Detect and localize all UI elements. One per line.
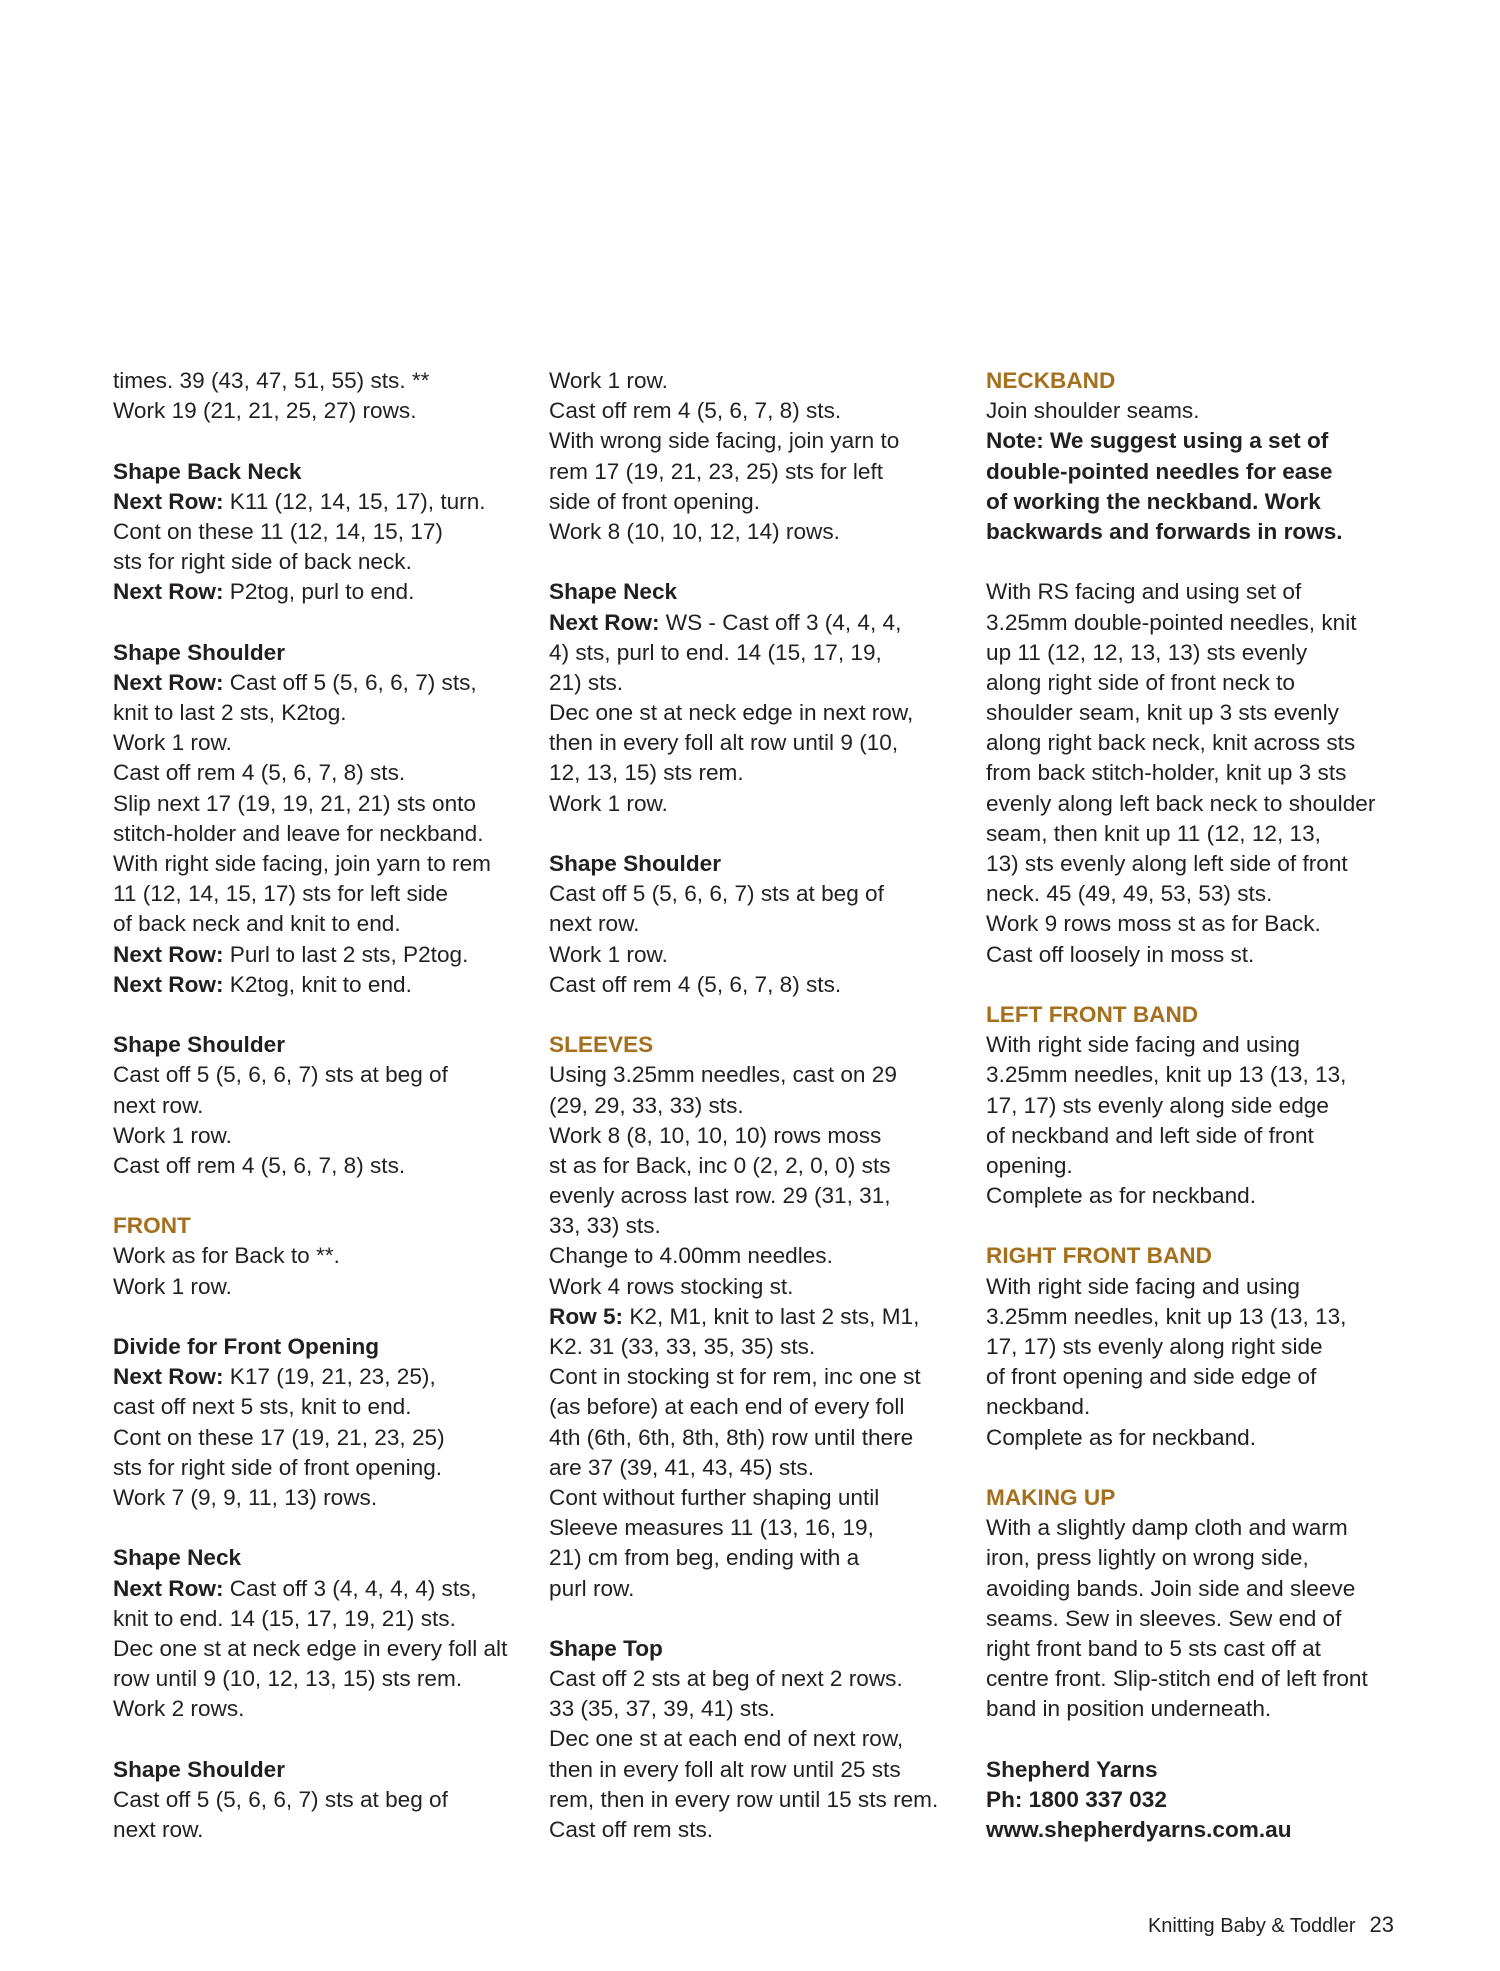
instruction-line: along right back neck, knit across sts — [986, 730, 1356, 756]
blank-line — [986, 1724, 1406, 1754]
instruction-line: Work 7 (9, 9, 11, 13) rows. — [113, 1484, 378, 1510]
instruction-line: iron, press lightly on wrong side, — [986, 1545, 1309, 1571]
instruction-line: 12, 13, 15) sts rem. — [549, 760, 744, 786]
blank-line — [113, 1513, 533, 1543]
instruction-line: evenly along left back neck to shoulder — [986, 790, 1376, 816]
instruction-line — [113, 970, 533, 1000]
blank-line — [113, 608, 533, 638]
instruction-line: are 37 (39, 41, 43, 45) sts. — [549, 1454, 815, 1480]
instruction-text: K17 (19, 21, 23, 25), — [223, 1364, 436, 1390]
instruction-line — [113, 668, 533, 698]
instruction-text: K2, M1, knit to last 2 sts, M1, — [623, 1303, 920, 1329]
subheading: Shape Neck — [113, 1545, 242, 1571]
pattern-column-3 — [986, 366, 1406, 1845]
instruction-line: shoulder seam, knit up 3 sts evenly — [986, 700, 1339, 726]
row-label: Next Row: — [113, 941, 224, 967]
instruction-line: Work 8 (10, 10, 12, 14) rows. — [549, 518, 840, 544]
instruction-line: band in position underneath. — [986, 1696, 1272, 1722]
instruction-line — [113, 1574, 533, 1604]
instruction-text: Purl to last 2 sts, P2tog. — [223, 941, 469, 967]
instruction-line: Cont on these 11 (12, 14, 15, 17) — [113, 518, 443, 544]
instruction-line: knit to last 2 sts, K2tog. — [113, 700, 347, 726]
instruction-line: K2. 31 (33, 33, 35, 35) sts. — [549, 1334, 816, 1359]
subheading: Note: We suggest using a set of — [986, 428, 1329, 454]
instruction-line: Dec one st at neck edge in next row, — [549, 700, 914, 726]
instruction-line: 21) sts. — [549, 669, 624, 695]
subheading: www.shepherdyarns.com.au — [986, 1817, 1292, 1842]
instruction-line: then in every foll alt row until 9 (10, — [549, 730, 899, 756]
instruction-line: Work 1 row. — [549, 368, 668, 393]
instruction-line: 3.25mm double-pointed needles, knit — [986, 609, 1357, 635]
instruction-line: knit to end. 14 (15, 17, 19, 21) sts. — [113, 1605, 456, 1631]
instruction-line — [113, 487, 533, 517]
instruction-line: Using 3.25mm needles, cast on 29 — [549, 1062, 897, 1088]
instruction-line: 4th (6th, 6th, 8th, 8th) row until there — [549, 1424, 914, 1450]
instruction-text: WS - Cast off 3 (4, 4, 4, — [659, 609, 902, 635]
instruction-line: (29, 29, 33, 33) sts. — [549, 1092, 744, 1118]
instruction-line — [549, 608, 969, 638]
subheading: Shape Neck — [549, 579, 678, 605]
instruction-line: Work 19 (21, 21, 25, 27) rows. — [113, 398, 417, 424]
instruction-line: 33, 33) sts. — [549, 1213, 661, 1239]
section-heading: NECKBAND — [986, 368, 1116, 393]
instruction-line: next row. — [549, 911, 640, 937]
blank-line — [549, 1604, 969, 1634]
instruction-line: evenly across last row. 29 (31, 31, — [549, 1183, 891, 1209]
row-label: Next Row: — [113, 971, 224, 997]
instruction-line: sts for right side of back neck. — [113, 549, 412, 575]
instruction-line: With right side facing and using — [986, 1032, 1300, 1058]
instruction-line: 3.25mm needles, knit up 13 (13, 13, — [986, 1062, 1347, 1088]
instruction-line: Cast off 5 (5, 6, 6, 7) sts at beg of — [113, 1786, 448, 1812]
pattern-column-1 — [113, 366, 533, 1845]
instruction-line: seams. Sew in sleeves. Sew end of — [986, 1605, 1342, 1631]
instruction-line: next row. — [113, 1817, 204, 1842]
instruction-line — [113, 940, 533, 970]
instruction-line — [113, 1362, 533, 1392]
instruction-text: Cast off 3 (4, 4, 4, 4) sts, — [223, 1575, 477, 1601]
blank-line — [986, 970, 1406, 1000]
instruction-line: Cont in stocking st for rem, inc one st — [549, 1364, 921, 1390]
subheading: Shape Shoulder — [549, 851, 721, 876]
instruction-line: 4) sts, purl to end. 14 (15, 17, 19, — [549, 639, 882, 665]
instruction-line: Dec one st at neck edge in every foll alt — [113, 1635, 508, 1661]
instruction-line: rem 17 (19, 21, 23, 25) sts for left — [549, 458, 884, 484]
instruction-line: Slip next 17 (19, 19, 21, 21) sts onto — [113, 790, 476, 816]
subheading: Shape Top — [549, 1635, 663, 1661]
instruction-line: Sleeve measures 11 (13, 16, 19, — [549, 1515, 874, 1541]
blank-line — [986, 1453, 1406, 1483]
instruction-line: With RS facing and using set of — [986, 579, 1302, 605]
instruction-line: Work 1 row. — [549, 790, 668, 816]
instruction-line: Complete as for neckband. — [986, 1183, 1257, 1209]
instruction-line: of front opening and side edge of — [986, 1364, 1317, 1390]
subheading: Ph: 1800 337 032 — [986, 1786, 1167, 1812]
instruction-line: Cast off 5 (5, 6, 6, 7) sts at beg of — [113, 1062, 448, 1088]
instruction-line: Dec one st at each end of next row, — [549, 1726, 904, 1752]
instruction-line: Complete as for neckband. — [986, 1424, 1257, 1450]
section-heading: MAKING UP — [986, 1484, 1116, 1510]
blank-line — [549, 819, 969, 849]
blank-line — [549, 547, 969, 577]
instruction-line: rem, then in every row until 15 sts rem. — [549, 1786, 939, 1812]
instruction-line: Cast off rem 4 (5, 6, 7, 8) sts. — [113, 760, 406, 786]
blank-line — [986, 1211, 1406, 1241]
instruction-line: Cast off rem 4 (5, 6, 7, 8) sts. — [113, 1152, 406, 1178]
pattern-column-2 — [549, 366, 969, 1845]
instruction-line: up 11 (12, 12, 13, 13) sts evenly — [986, 639, 1308, 665]
instruction-line: sts for right side of front opening. — [113, 1454, 443, 1480]
instruction-line — [113, 577, 533, 607]
instruction-line: Work 4 rows stocking st. — [549, 1273, 794, 1299]
instruction-text: Cast off 5 (5, 6, 6, 7) sts, — [223, 669, 477, 695]
section-heading: SLEEVES — [549, 1032, 654, 1058]
section-heading: FRONT — [113, 1213, 191, 1239]
instruction-line: Cast off loosely in moss st. — [986, 941, 1255, 967]
instruction-line: row until 9 (10, 12, 13, 15) sts rem. — [113, 1666, 463, 1692]
blank-line — [986, 547, 1406, 577]
instruction-line: from back stitch-holder, knit up 3 sts — [986, 760, 1347, 786]
blank-line — [113, 1302, 533, 1332]
subheading: Shepherd Yarns — [986, 1756, 1158, 1782]
instruction-text: K11 (12, 14, 15, 17), turn. — [223, 488, 486, 514]
instruction-line: Work 9 rows moss st as for Back. — [986, 911, 1321, 937]
instruction-line: 3.25mm needles, knit up 13 (13, 13, — [986, 1303, 1347, 1329]
instruction-line: Work 1 row. — [113, 730, 232, 756]
blank-line — [113, 426, 533, 456]
instruction-line: With right side facing, join yarn to rem — [113, 851, 491, 876]
instruction-line: Work as for Back to **. — [113, 1243, 340, 1269]
section-heading: RIGHT FRONT BAND — [986, 1243, 1212, 1269]
instruction-line: Cast off rem 4 (5, 6, 7, 8) sts. — [549, 971, 842, 997]
row-label: Next Row: — [549, 609, 660, 635]
instruction-line: Join shoulder seams. — [986, 398, 1200, 424]
instruction-line: With wrong side facing, join yarn to — [549, 428, 900, 454]
instruction-line: seam, then knit up 11 (12, 12, 13, — [986, 820, 1321, 846]
instruction-line: Cast off 5 (5, 6, 6, 7) sts at beg of — [549, 881, 884, 907]
instruction-line: stitch-holder and leave for neckband. — [113, 820, 484, 846]
instruction-line: Cont on these 17 (19, 21, 23, 25) — [113, 1424, 445, 1450]
subheading: Shape Shoulder — [113, 1032, 285, 1058]
instruction-line: centre front. Slip-stitch end of left front — [986, 1666, 1368, 1692]
page-footer — [1148, 1912, 1394, 1938]
instruction-text: P2tog, purl to end. — [223, 579, 415, 605]
instruction-line: With right side facing and using — [986, 1273, 1300, 1299]
instruction-line: 17, 17) sts evenly along side edge — [986, 1092, 1329, 1118]
instruction-line: With a slightly damp cloth and warm — [986, 1515, 1348, 1541]
row-label: Row 5: — [549, 1303, 624, 1329]
instruction-text: K2tog, knit to end. — [223, 971, 412, 997]
instruction-line: 21) cm from beg, ending with a — [549, 1545, 860, 1571]
row-label: Next Row: — [113, 1364, 224, 1390]
instruction-line: neck. 45 (49, 49, 53, 53) sts. — [986, 881, 1273, 907]
instruction-line: side of front opening. — [549, 488, 761, 514]
row-label: Next Row: — [113, 579, 224, 605]
blank-line — [113, 1724, 533, 1754]
instruction-line: Work 2 rows. — [113, 1696, 245, 1722]
instruction-line: 17, 17) sts evenly along right side — [986, 1334, 1323, 1359]
subheading: Shape Back Neck — [113, 458, 302, 484]
instruction-line: Cast off rem sts. — [549, 1817, 714, 1842]
instruction-line: opening. — [986, 1152, 1073, 1178]
subheading: Shape Shoulder — [113, 639, 285, 665]
instruction-line: Cast off 2 sts at beg of next 2 rows. — [549, 1666, 903, 1692]
subheading: Divide for Front Opening — [113, 1334, 380, 1359]
instruction-line: of back neck and knit to end. — [113, 911, 401, 937]
subheading: Shape Shoulder — [113, 1756, 285, 1782]
blank-line — [113, 1000, 533, 1030]
instruction-line: st as for Back, inc 0 (2, 2, 0, 0) sts — [549, 1152, 891, 1178]
instruction-line: Work 8 (8, 10, 10, 10) rows moss — [549, 1122, 882, 1148]
instruction-line: next row. — [113, 1092, 204, 1118]
subheading: double-pointed needles for ease — [986, 458, 1333, 484]
blank-line — [549, 1000, 969, 1030]
instruction-line: Work 1 row. — [113, 1273, 232, 1299]
row-label: Next Row: — [113, 1575, 224, 1601]
subheading: backwards and forwards in rows. — [986, 518, 1343, 544]
instruction-line: then in every foll alt row until 25 sts — [549, 1756, 901, 1782]
section-heading: LEFT FRONT BAND — [986, 1001, 1199, 1027]
instruction-line: 13) sts evenly along left side of front — [986, 851, 1348, 876]
instruction-line: 11 (12, 14, 15, 17) sts for left side — [113, 881, 448, 907]
instruction-line: neckband. — [986, 1394, 1091, 1420]
instruction-line: of neckband and left side of front — [986, 1122, 1314, 1148]
instruction-line — [549, 1302, 969, 1332]
blank-line — [113, 1181, 533, 1211]
instruction-line: 33 (35, 37, 39, 41) sts. — [549, 1696, 776, 1722]
instruction-line: (as before) at each end of every foll — [549, 1394, 905, 1420]
instruction-line: Cont without further shaping until — [549, 1484, 880, 1510]
instruction-line: right front band to 5 sts cast off at — [986, 1635, 1321, 1661]
instruction-line: purl row. — [549, 1575, 635, 1601]
instruction-line: avoiding bands. Join side and sleeve — [986, 1575, 1356, 1601]
instruction-line: Work 1 row. — [549, 941, 668, 967]
instruction-line: along right side of front neck to — [986, 669, 1295, 695]
instruction-line: Work 1 row. — [113, 1122, 232, 1148]
publication-title: Knitting Baby & Toddler — [1147, 1915, 1356, 1937]
instruction-line: Cast off rem 4 (5, 6, 7, 8) sts. — [549, 398, 842, 424]
subheading: of working the neckband. Work — [986, 488, 1321, 514]
row-label: Next Row: — [113, 669, 224, 695]
instruction-line: Change to 4.00mm needles. — [549, 1243, 833, 1269]
row-label: Next Row: — [113, 488, 224, 514]
instruction-line: cast off next 5 sts, knit to end. — [113, 1394, 412, 1420]
instruction-line: times. 39 (43, 47, 51, 55) sts. ** — [113, 368, 430, 393]
page-number: 23 — [1369, 1912, 1394, 1937]
